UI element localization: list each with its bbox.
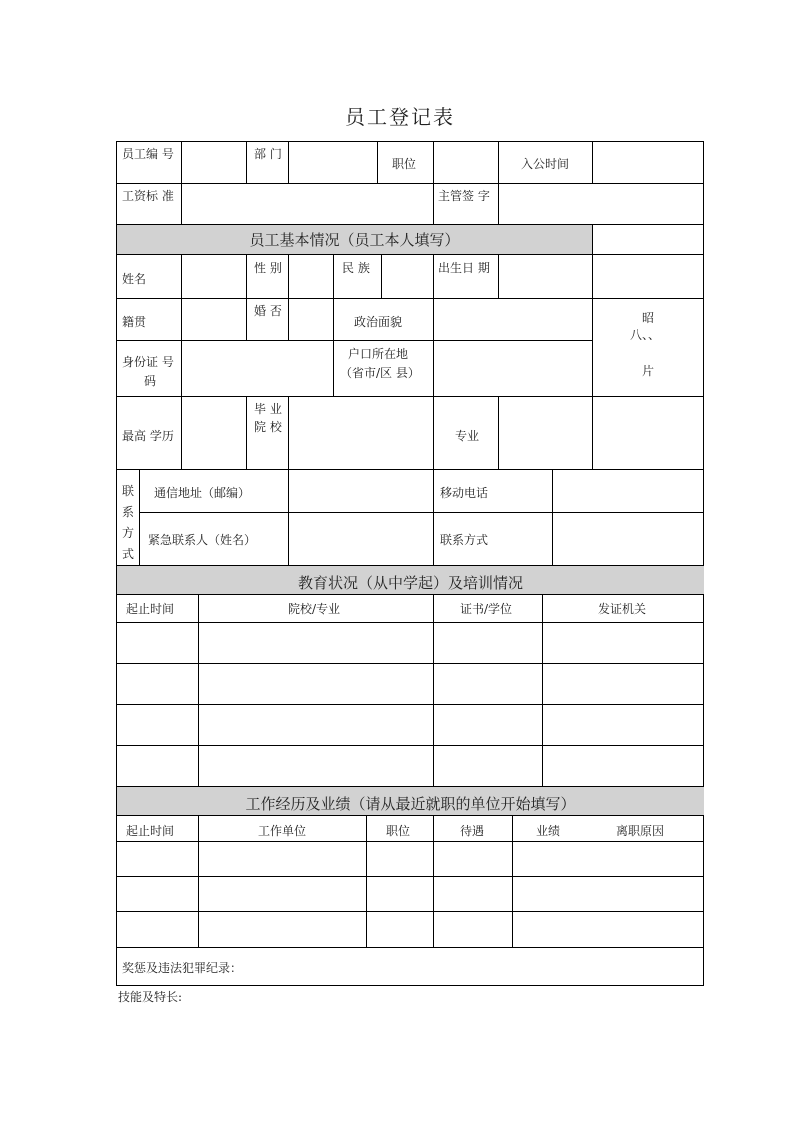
edu-col-period: 起止时间 (126, 602, 175, 616)
label-major: 专业 (455, 429, 480, 443)
label-birth-date: 出生日 期 (438, 261, 490, 275)
section-title-education: 教育状况（从中学起）及培训情况 (297, 574, 523, 592)
page-title: 员工登记表 (345, 105, 455, 129)
label-graduate-school-line2: 院 校 (254, 420, 282, 434)
label-native-place: 籍贯 (122, 315, 147, 329)
label-mailing-address: 通信地址（邮编） (154, 486, 251, 500)
label-awards-record: 奖惩及违法犯罪纪录： (122, 961, 243, 975)
label-highest-education: 最高 学历 (122, 429, 174, 443)
label-employee-no: 员工编 号 (122, 147, 174, 161)
registration-form (116, 141, 704, 986)
work-col-leave-reason: 离职原因 (616, 824, 665, 838)
label-supervisor-signature: 主管签 字 (438, 189, 490, 203)
photo-label-line1: 昭 (642, 311, 655, 325)
section-title-basic: 员工基本情况（员工本人填写） (249, 231, 460, 249)
photo-label-line2: 八、、 (630, 328, 661, 342)
label-contact-method: 联系方式 (440, 533, 489, 547)
edu-col-certificate-degree: 证书/学位 (460, 602, 513, 616)
work-col-position: 职位 (386, 824, 411, 838)
edu-col-school-major: 院校/专业 (288, 602, 341, 616)
label-id-number-line1: 身份证 号 (122, 355, 174, 369)
label-marital-status: 婚 否 (254, 304, 282, 318)
edu-col-issuing-authority: 发证机关 (598, 602, 647, 616)
label-emergency-contact: 紧急联系人（姓名） (148, 533, 257, 547)
label-household-line1: 户口所在地 (348, 347, 409, 361)
label-contact-vertical: 联系方式 (121, 484, 134, 561)
work-col-period: 起止时间 (126, 824, 175, 838)
work-col-compensation: 待遇 (460, 824, 485, 838)
work-col-employer: 工作单位 (258, 824, 307, 838)
label-join-date: 入公时间 (521, 157, 570, 171)
label-gender: 性 别 (254, 261, 282, 275)
label-name: 姓名 (122, 272, 147, 286)
label-department: 部 门 (254, 147, 282, 161)
label-household-line2: （省市/区 县） (340, 366, 420, 380)
label-skills: 技能及特长: (118, 990, 183, 1004)
label-mobile-phone: 移动电话 (440, 486, 489, 500)
photo-label-line3: 片 (642, 364, 655, 378)
section-title-work: 工作经历及业绩（请从最近就职的单位开始填写） (245, 795, 576, 813)
label-id-number-line2: 码 (144, 374, 157, 388)
label-political-status: 政治面貌 (354, 315, 403, 329)
label-salary-standard: 工资标 准 (122, 189, 174, 203)
label-graduate-school-line1: 毕 业 (254, 402, 282, 416)
label-ethnicity: 民 族 (342, 261, 370, 275)
label-position: 职位 (392, 157, 417, 171)
work-col-performance: 业绩 (536, 824, 561, 838)
